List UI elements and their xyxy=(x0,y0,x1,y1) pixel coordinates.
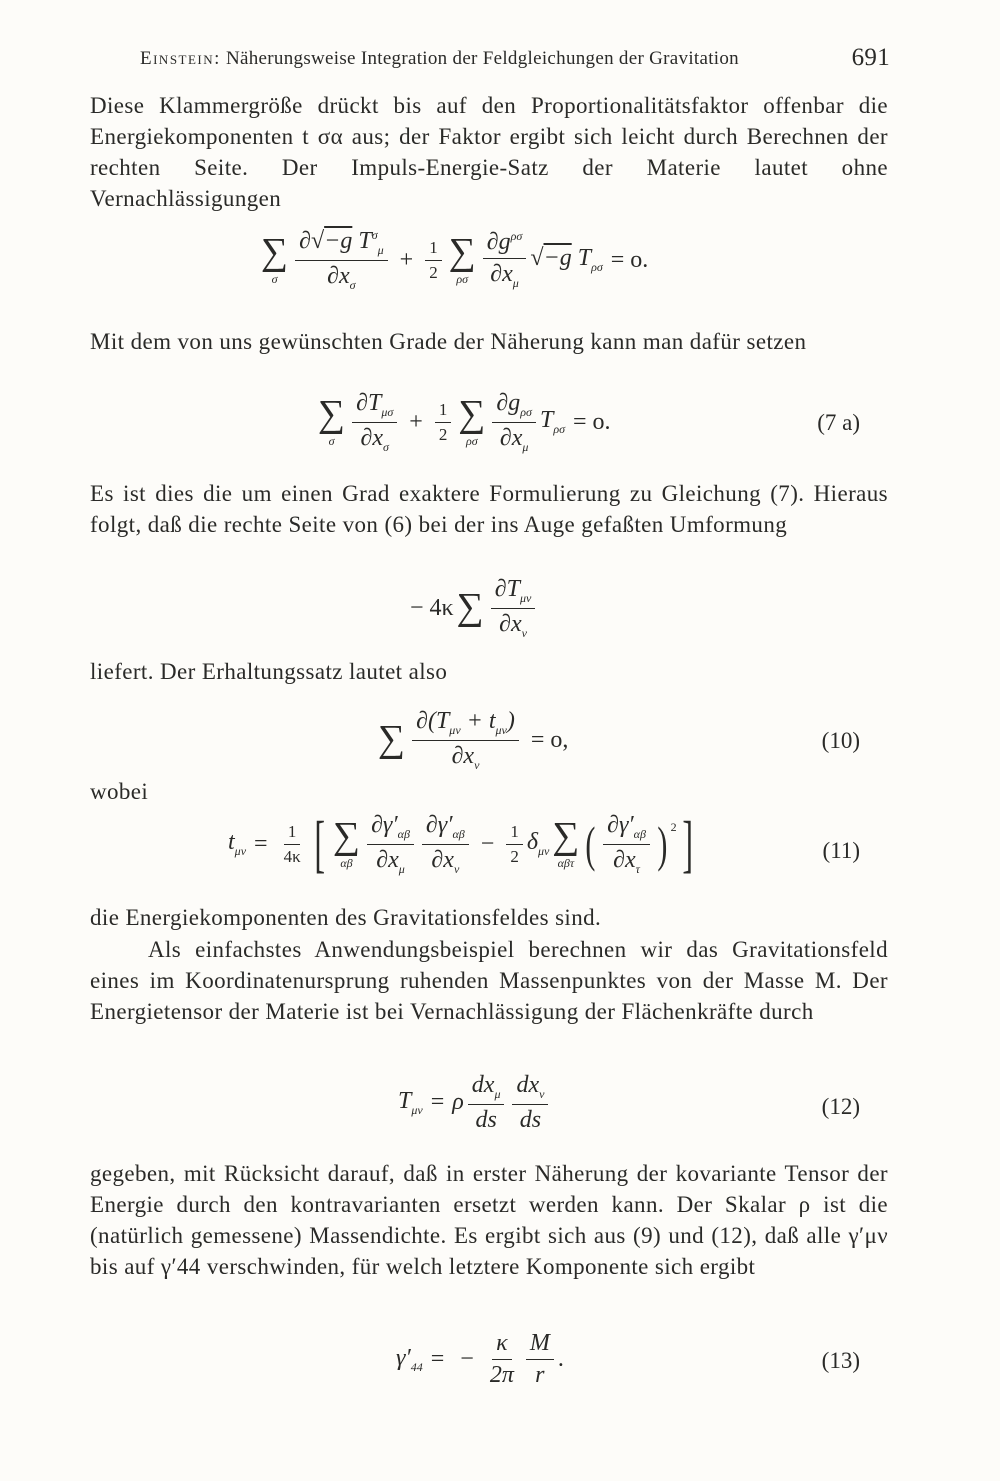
sum-symbol: ∑ xyxy=(378,718,406,761)
equation-13: $\gamma'_{44}$ = − $\frac{\kappa}{2\pi}$ $\frac{M}{r}$ . xyxy=(396,1330,564,1388)
page-number: 691 xyxy=(851,44,890,71)
equation-label: (10) xyxy=(821,728,860,753)
fraction: $\frac{\partial g^{\rho\sigma}}{\partial x_\mu}$ xyxy=(483,229,527,291)
fraction: $\frac{1}{4\kappa}$ xyxy=(283,821,301,866)
equation-momentum-energy: ∑ σ $\frac{\partial√-g T^\sigma_\mu}{\partial x_\sigma}$ + $\frac{1}{2}$ ∑ ρσ $\frac{\partial g^{\rho\sigma}}{\partial x_\mu}$ √−g $T_{\rho\sigma}$ = o. xyxy=(261,228,649,292)
paragraph-7: Als einfachstes Anwendungsbeispiel berechnen wir das Gravitationsfeld eines im Koordinatenursprung ruhenden Massenpunktes von der Masse M. Der Energietensor der Materie ist bei Vernachlässigung der Flächenkräfte durch xyxy=(90,937,888,1024)
paragraph-3: Es ist dies die um einen Grad exaktere Formulierung zu Gleichung (7). Hieraus folgt, daß die rechte Seite von (6) bei der ins Auge gefaßten Umformung xyxy=(90,481,888,537)
sum-symbol: ∑ αβτ xyxy=(552,814,580,870)
equation-12: $T_{\mu\nu}$ = ρ $\frac{dx_\mu}{ds}$ $\frac{dx_\nu}{ds}$ xyxy=(398,1072,552,1134)
sum-symbol: ∑ ρσ xyxy=(448,230,476,286)
paragraph-1: Diese Klammergröße drückt bis auf den Proportionalitätsfaktor offenbar die Energiekomponenten t σα aus; der Faktor ergibt sich leicht durch Berechnen der rechten Seite. Der Impuls-Energie-Satz der Materie lautet ohne Vernachlässigungen xyxy=(90,93,888,211)
sum-symbol: ∑ σ xyxy=(261,230,289,286)
fraction: $\frac{dx_\mu}{ds}$ xyxy=(468,1072,505,1134)
paragraph-5: wobei xyxy=(90,779,149,804)
fraction: $\frac{\partial√-g T^\sigma_\mu}{\partial x_\sigma}$ xyxy=(295,228,388,293)
header-title: Näherungsweise Integration der Feldgleichungen der Gravitation xyxy=(226,48,739,69)
fraction: $\frac{\partial g_{\rho\sigma}}{\partial x_\mu}$ xyxy=(492,390,536,455)
fraction-half: $\frac{1}{2}$ xyxy=(506,822,523,867)
fraction: $\frac{dx_\nu}{ds}$ xyxy=(512,1072,548,1134)
fraction: $\frac{M}{r}$ xyxy=(526,1330,554,1389)
sum-symbol: ∑ σ xyxy=(318,392,346,448)
equation-label: (11) xyxy=(822,838,860,863)
equation-end: = o. xyxy=(573,408,611,435)
paragraph-8: gegeben, mit Rücksicht darauf, daß in erster Näherung der kovariante Tensor der Energie durch den kontravarianten ersetzt werden kann. Der Skalar ρ ist die (natürlich gemessene) Massendichte. Es ergibt sich aus (9) und (12), daß alle γ′μν bis auf γ′44 verschwinden, für welch letztere Komponente sich ergibt xyxy=(90,1161,888,1279)
fraction: $\frac{\partial\gamma'_{\alpha\beta}}{\partial x_\tau}$ xyxy=(603,812,650,877)
equation-label: (7 a) xyxy=(817,410,860,435)
fraction-half: $\frac{1}{2}$ xyxy=(425,238,442,283)
equation-divergence xyxy=(410,576,539,641)
equation-label: (12) xyxy=(821,1094,860,1119)
paragraph-6: die Energiekomponenten des Gravitationsfeldes sind. xyxy=(90,905,602,930)
fraction: $\frac{\partial T_{\mu\sigma}}{\partial x_\sigma}$ xyxy=(352,390,397,455)
equation-label: (13) xyxy=(821,1348,860,1373)
sum-symbol: ∑ αβ xyxy=(332,814,361,870)
paragraph-2: Mit dem von uns gewünschten Grade der Näherung kann man dafür setzen xyxy=(90,329,807,354)
running-header xyxy=(140,44,890,71)
equation-7a: ∑ σ $\frac{\partial T_{\mu\sigma}}{\partial x_\sigma}$ + $\frac{1}{2}$ ∑ ρσ $\frac{\partial g_{\rho\sigma}}{\partial x_\mu}$ $T_{\rho\sigma}$ = o. xyxy=(318,390,611,454)
sum-symbol: ∑ xyxy=(456,586,484,629)
equation-10 xyxy=(375,708,576,773)
equation-prefix: − 4κ xyxy=(410,594,454,621)
fraction: $\frac{\partial(T_{\mu\nu} + t_{\mu\nu})}{\partial x_\nu}$ xyxy=(412,708,519,773)
equation-end: = o, xyxy=(530,726,569,753)
equation-11: $t_{\mu\nu}$ = $\frac{1}{4\kappa}$ [ ∑ αβ $\frac{\partial\gamma'_{\alpha\beta}}{\partial x_\mu}$ $\frac{\partial\gamma'_{\alpha\beta}}{\partial x_\nu}$ − $\frac{1}{2}$ $\delta_{\mu\nu}$ ∑ αβτ ( $\frac{\partial\gamma'_{\alpha\beta}}{\partial x_\tau}$ ) $^2$ ] xyxy=(228,808,693,880)
fraction: $\frac{\kappa}{2\pi}$ xyxy=(489,1330,514,1388)
fraction-half: $\frac{1}{2}$ xyxy=(435,400,452,445)
fraction: $\frac{\partial T_{\mu\nu}}{\partial x_\nu}$ xyxy=(491,576,536,641)
fraction: $\frac{\partial\gamma'_{\alpha\beta}}{\partial x_\nu}$ xyxy=(422,812,469,877)
paragraph-4: liefert. Der Erhaltungssatz lautet also xyxy=(90,659,448,684)
fraction: $\frac{\partial\gamma'_{\alpha\beta}}{\partial x_\mu}$ xyxy=(367,812,414,877)
equation-end: = o. xyxy=(610,246,649,273)
header-author: Einstein: xyxy=(140,48,221,69)
sum-symbol: ∑ ρσ xyxy=(458,392,486,448)
